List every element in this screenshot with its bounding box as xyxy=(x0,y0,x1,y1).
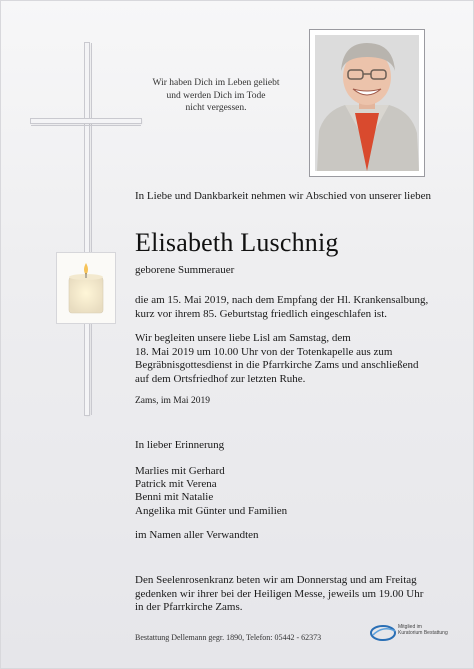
intro-text: In Liebe und Dankbarkeit nehmen wir Abschied von unserer lieben xyxy=(135,190,431,202)
relatives-note: im Namen aller Verwandten xyxy=(135,529,259,541)
motto-line: und werden Dich im Tode xyxy=(166,90,266,101)
portrait-photo xyxy=(315,35,419,171)
death-notice-line: kurz vor ihrem 85. Geburtstag friedlich eingeschlafen ist. xyxy=(135,307,388,320)
family-member: Patrick mit Verena xyxy=(135,478,217,491)
funeral-line: Wir begleiten unsere liebe Lisl am Samstag, dem xyxy=(135,332,351,344)
family-list xyxy=(135,465,287,518)
motto xyxy=(141,77,291,115)
motto-line: Wir haben Dich im Leben geliebt xyxy=(152,78,280,88)
motto-line: nicht vergessen. xyxy=(185,103,247,113)
cross-horizontal-shadow xyxy=(31,125,141,126)
family-member: Angelika mit Günter und Familien xyxy=(135,504,288,517)
death-notice xyxy=(135,294,445,321)
death-notice-line: die am 15. Mai 2019, nach dem Empfang der Hl. Krankensalbung, xyxy=(135,294,429,306)
funeral-details xyxy=(135,332,445,386)
family-member: Benni mit Natalie xyxy=(135,491,214,504)
rosary-line: in der Pfarrkirche Zams. xyxy=(135,601,243,613)
place-date: Zams, im Mai 2019 xyxy=(135,396,210,406)
candle-image xyxy=(57,253,115,323)
funeral-line: Begräbnisgottesdienst in die Pfarrkirche Zams und anschließend xyxy=(135,359,419,371)
rosary-line: gedenken wir ihrer bei der Heiligen Messe, jeweils um 19.00 Uhr xyxy=(135,587,424,600)
birth-name: geborene Summerauer xyxy=(135,264,235,276)
portrait-frame xyxy=(309,29,425,177)
family-member: Marlies mit Gerhard xyxy=(135,465,225,477)
rosary-notice xyxy=(135,574,445,615)
logo-caption-line: Mitglied im xyxy=(398,624,422,630)
logo-caption-line: Kuratorium Bestattung xyxy=(398,630,448,636)
portrait-illustration xyxy=(315,35,419,171)
funeral-home-footer: Bestattung Dellemann gegr. 1890, Telefon: 05442 - 62373 xyxy=(135,633,322,642)
cross-horizontal-bar xyxy=(31,119,141,123)
cross-vertical-shadow xyxy=(91,43,92,415)
rosary-line: Den Seelenrosenkranz beten wir am Donnerstag und am Freitag xyxy=(135,574,417,586)
deceased-name: Elisabeth Luschnig xyxy=(135,228,339,257)
funeral-line: auf dem Ortsfriedhof zur letzten Ruhe. xyxy=(135,372,306,385)
logo-caption xyxy=(398,624,448,636)
candle-icon xyxy=(57,253,115,323)
funeral-line: 18. Mai 2019 um 10.00 Uhr von der Totenkapelle aus zum xyxy=(135,345,393,358)
remembrance-heading: In lieber Erinnerung xyxy=(135,439,225,451)
cross-vertical-bar xyxy=(85,43,89,415)
